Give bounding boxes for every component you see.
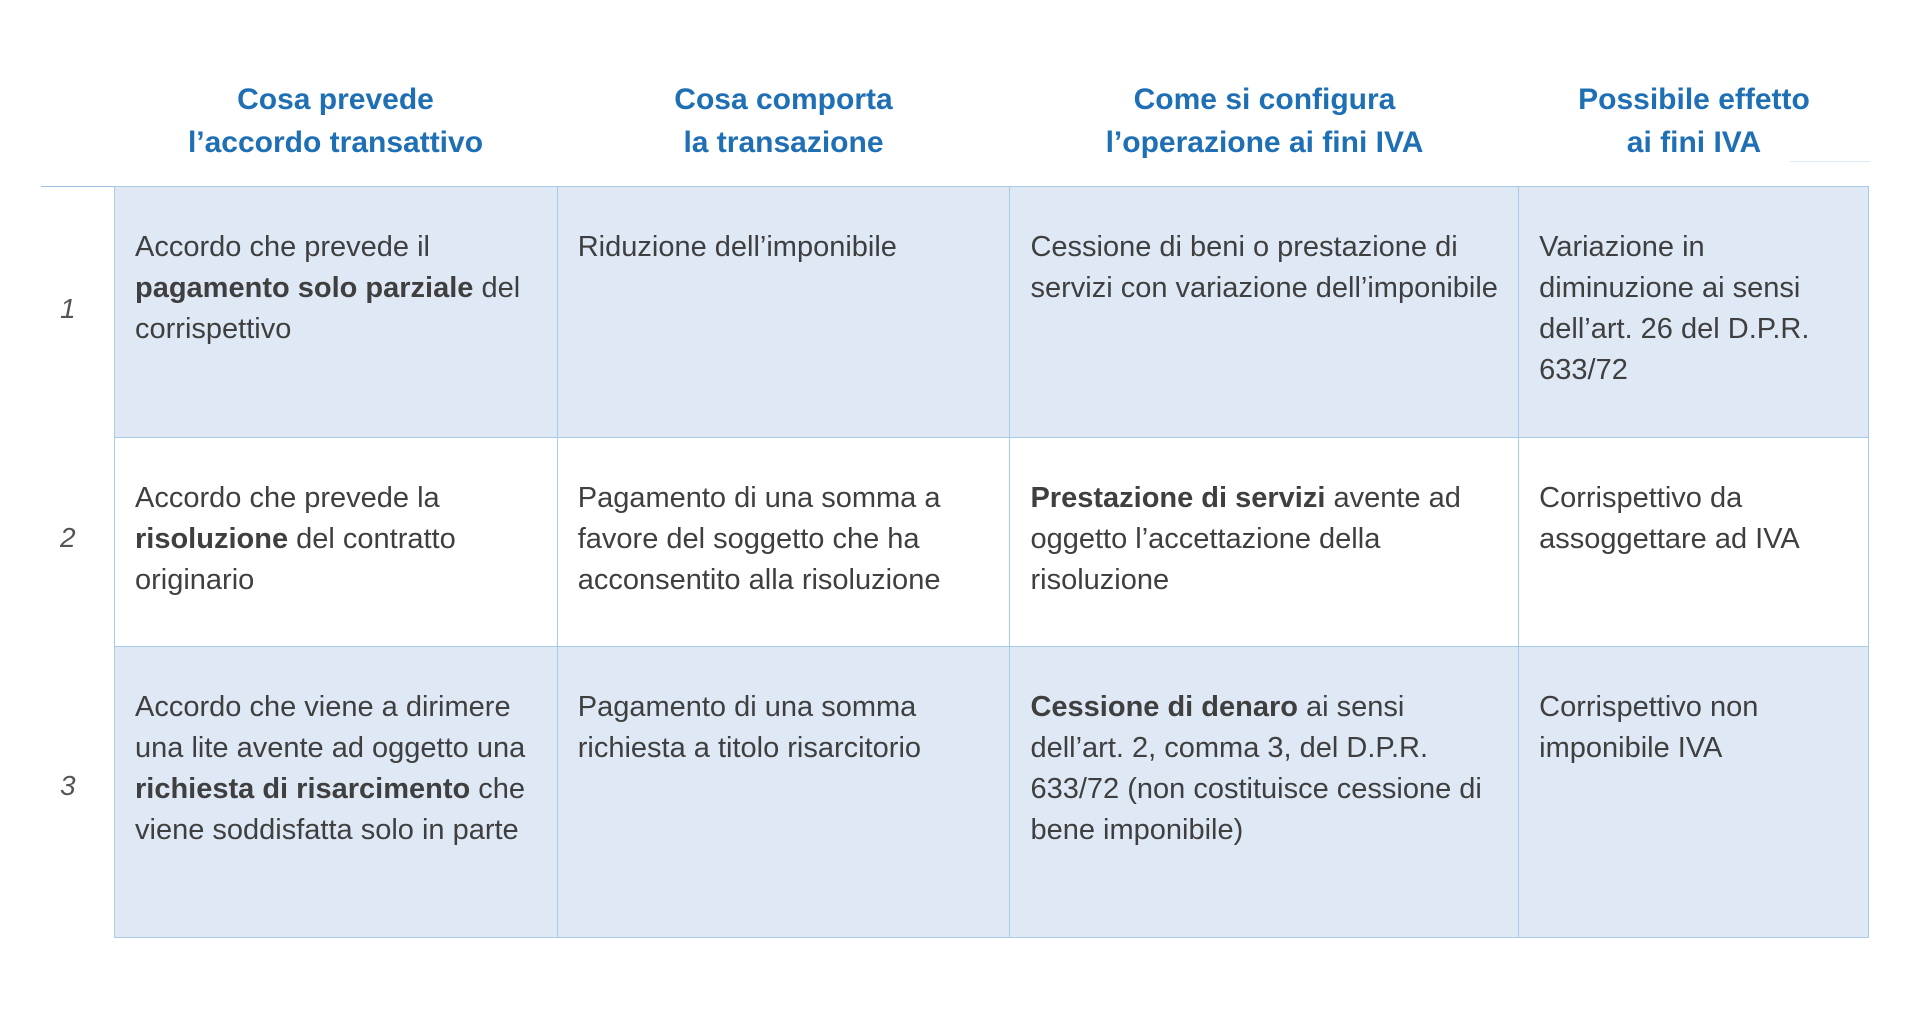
cell-text — [1010, 647, 1518, 851]
column-header-operazione — [1010, 78, 1519, 164]
cell-text-run: Pagamento di una somma richiesta a titolo risarcitorio — [577, 691, 922, 764]
cell-text — [1519, 438, 1868, 560]
table-cell — [557, 438, 1010, 647]
cell-text-run: Accordo che prevede la — [135, 482, 440, 514]
cell-text-run: Pagamento di una somma a favore del soggetto che ha acconsentito alla risoluzione — [577, 482, 941, 596]
table-cell — [1519, 647, 1869, 938]
column-header-accordo — [114, 78, 557, 164]
cell-text-run: Corrispettivo da assoggettare ad IVA — [1539, 482, 1800, 555]
row-number: 3 — [60, 770, 76, 801]
column-header-transazione — [557, 78, 1010, 164]
table-cell — [1010, 647, 1519, 938]
cell-text — [115, 647, 557, 851]
table-header — [0, 78, 1920, 168]
column-header-line: ai fini IVA — [1626, 126, 1762, 159]
cell-text — [558, 438, 1010, 601]
cell-text — [115, 187, 557, 350]
cell-text — [558, 187, 1010, 268]
cell-text — [558, 647, 1010, 769]
table-cell — [115, 647, 558, 938]
row-number: 1 — [60, 293, 76, 324]
table-cell — [115, 438, 558, 647]
table-row — [115, 438, 1869, 647]
column-header-line: Possibile effetto — [1578, 83, 1810, 116]
cell-text-run: avente ad oggetto l’accettazione della risoluzione — [1030, 482, 1461, 596]
table-row — [115, 647, 1869, 938]
cell-text-run: ai sensi dell’art. 2, comma 3, del D.P.R. 633/72 (non costituisce cessione di bene imponibile) — [1030, 691, 1482, 846]
cell-text-run: che viene soddisfatta solo in parte — [135, 773, 526, 846]
table-cell — [1519, 438, 1869, 647]
table-cell — [1519, 187, 1869, 438]
cell-text-run: Variazione in diminuzione ai sensi dell’art. 26 del D.P.R. 633/72 — [1539, 231, 1810, 386]
header-divider — [1790, 161, 1870, 162]
cell-text-run: del corrispettivo — [135, 272, 521, 345]
cell-text — [1519, 187, 1868, 391]
row-number: 2 — [60, 522, 76, 553]
bold-text: risoluzione — [135, 523, 289, 555]
bold-text: Cessione di denaro — [1030, 691, 1298, 723]
cell-text — [115, 438, 557, 601]
table-cell — [557, 647, 1010, 938]
column-header-line: la transazione — [683, 126, 884, 159]
column-header-line: Come si configura — [1133, 83, 1396, 116]
column-header-line: Cosa comporta — [674, 83, 893, 116]
column-header-line: l’accordo transattivo — [187, 126, 484, 159]
cell-text-run: Riduzione dell’imponibile — [577, 231, 897, 263]
iva-transaction-table — [114, 186, 1869, 938]
cell-text-run: Accordo che prevede il — [135, 231, 430, 263]
bold-text: richiesta di risarcimento — [135, 773, 471, 805]
column-header-effetto — [1519, 78, 1869, 164]
cell-text — [1010, 438, 1518, 601]
cell-text — [1010, 187, 1518, 309]
bold-text: Prestazione di servizi — [1030, 482, 1326, 514]
bold-text: pagamento solo parziale — [135, 272, 474, 304]
table-cell — [557, 187, 1010, 438]
table-cell — [1010, 438, 1519, 647]
column-header-line: Cosa prevede — [237, 83, 434, 116]
table-cell — [1010, 187, 1519, 438]
cell-text-run: Cessione di beni o prestazione di servizi con variazione dell’imponibile — [1030, 231, 1498, 304]
cell-text-run: Corrispettivo non imponibile IVA — [1539, 691, 1759, 764]
header-divider — [41, 186, 114, 187]
cell-text-run: Accordo che viene a dirimere una lite avente ad oggetto una — [135, 691, 526, 764]
cell-text-run: del contratto originario — [135, 523, 456, 596]
table-cell — [115, 187, 558, 438]
table-row — [115, 187, 1869, 438]
column-header-line: l’operazione ai fini IVA — [1105, 126, 1424, 159]
cell-text — [1519, 647, 1868, 769]
